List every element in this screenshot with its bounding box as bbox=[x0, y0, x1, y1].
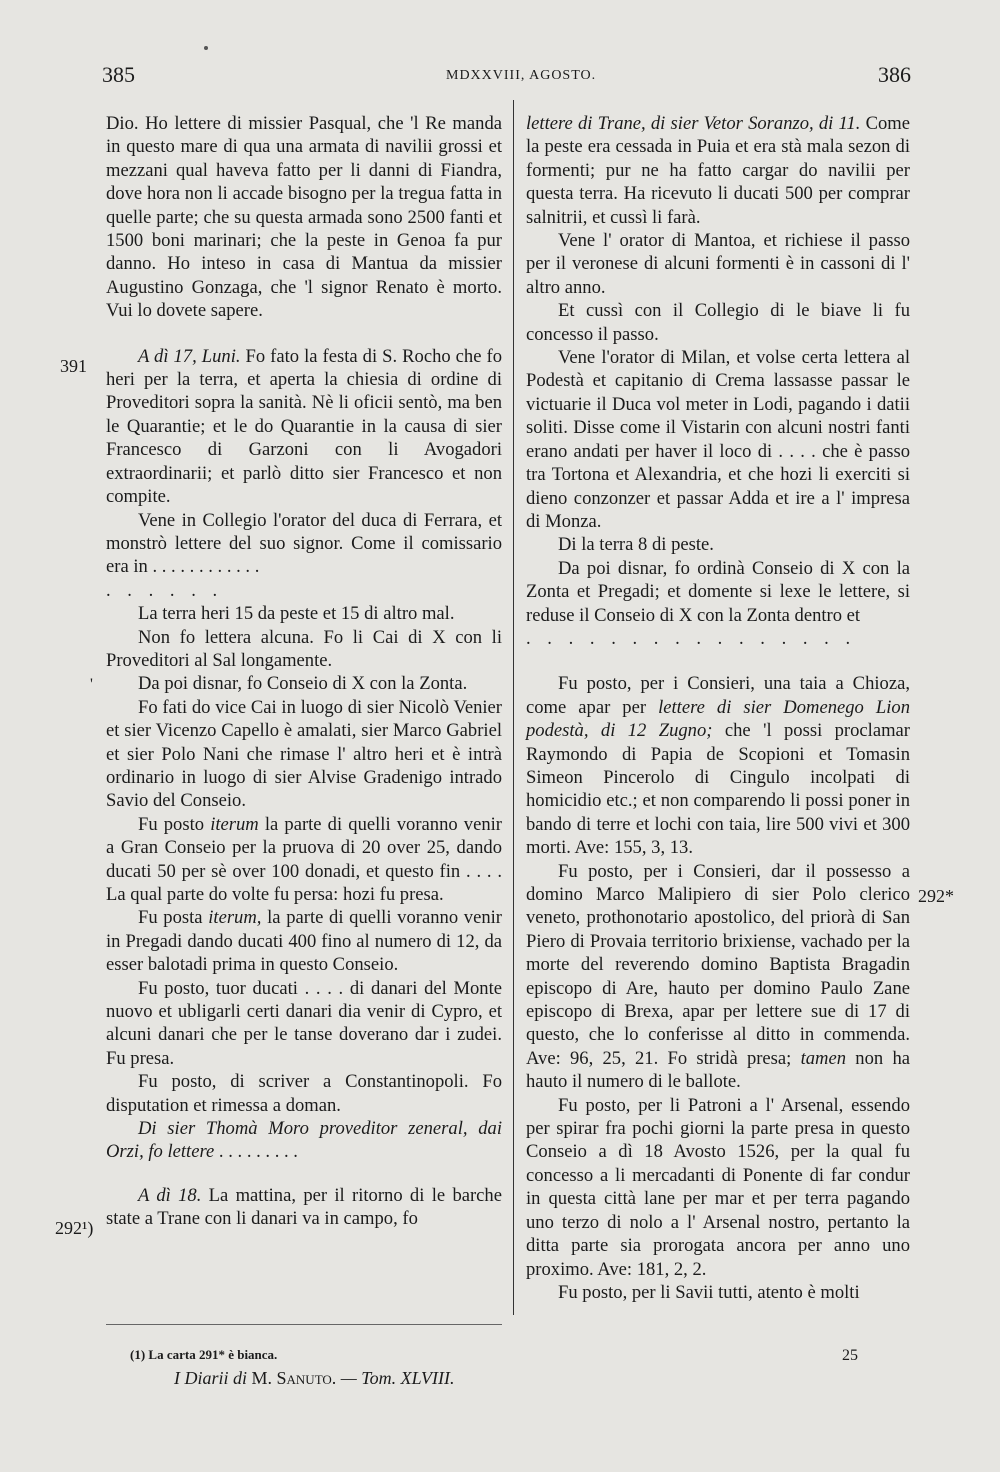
paragraph: Dio. Ho lettere di missier Pasqual, che 'l Re manda in questo mare di qua una armata di navilii grossi et mezzani qual haveva fatto per li danni di Fiandra, dove hora non li accade bisogno per la tregua fatta in quelle parte; che su questa armada sono 2500 fanti et 1500 boni marinari; che la peste in Genoa fa pur danno. Ho inteso in casa di Mantua da missier Augustino Gonzaga, che 'l signor Renato è morto. Vui lo dovete sapere. bbox=[106, 113, 502, 322]
column-divider bbox=[513, 100, 514, 1315]
paragraph-text: Fo fato la festa di S. Rocho che fo heri per la terra, et aperta la chiesia di ordine di Proveditori sopra la sanità. Nè li oficii sentò, ma ben le Quarantie; et le do Quarantie in la causa di sier Francesco di Garzoni con li Avogadori extraordinarii; et parlò ditto sier Francesco et non compite. bbox=[106, 345, 502, 508]
paragraph bbox=[526, 860, 910, 1094]
paragraph: Da poi disnar, fo Conseio di X con la Zonta. bbox=[138, 673, 468, 695]
footer-text: I Diarii di bbox=[174, 1368, 252, 1388]
paragraph: Fu posto, per li Patroni a l' Arsenal, essendo per spirar fra pochi giorni la parte presa in questo Conseio a dì 18 Avosto 1526, per la qual fu concesso a li mercadanti di Ponente di far condur in questa città lane per mar et per terra pagando uno terzo di nolo a l' Arsenal nostro, pertanto la ditta parte sia prorogata ancora per anno uno proximo. Ave: 181, 2, 2. bbox=[526, 1094, 910, 1280]
book-title-footer bbox=[174, 1368, 454, 1389]
running-head: MDXXVIII, AGOSTO. bbox=[446, 68, 597, 83]
paragraph bbox=[106, 1117, 502, 1164]
paragraph-text: la parte di quelli voranno venir a Gran Conseio per la pruova di 20 over 25, dando ducati 50 per sè over 100 donadi, et questo fin . . . . La qual parte do volte fu persa: hozi fu presa. bbox=[106, 813, 502, 905]
footnote: (1) La carta 291* è bianca. bbox=[130, 1347, 278, 1362]
margin-note-292-footnote: 292¹) bbox=[55, 1218, 94, 1238]
right-column bbox=[526, 112, 910, 1304]
ellipsis-line: . . . . . . . . . . . . . . . . bbox=[526, 627, 857, 649]
footer-text: — Tom. XLVIII. bbox=[336, 1368, 455, 1388]
paragraph: Fo fati do vice Cai in luogo di sier Nicolò Venier et sier Vicenzo Capello è amalati, sier Marco Gabriel et sier Polo Nani che rimase l' altro heri et è intrà ordinario in luogo di sier Alvise Gradenigo intrado Savio del Conseio. bbox=[106, 696, 502, 812]
paragraph bbox=[106, 906, 502, 976]
paragraph-text: Fu posto bbox=[138, 813, 211, 835]
left-page-number: 385 bbox=[102, 62, 135, 87]
paragraph: Di la terra 8 di peste. bbox=[558, 534, 714, 556]
paragraph: Da poi disnar, fo ordinà Conseio di X con la Zonta et Pregadi; et domente si lexe le lettere, si reduse il Conseio di X con la Zonta dentro et bbox=[526, 557, 910, 626]
print-speck bbox=[204, 46, 208, 50]
paragraph-text: non ha hauto il numero di le ballote. bbox=[526, 1047, 910, 1093]
paragraph: Vene l' orator di Mantoa, et richiese il passo per il veronese di alcuni formenti è in cassoni di l' altro anno. bbox=[526, 230, 910, 298]
paragraph: Vene in Collegio l'orator del duca di Ferrara, et monstrò lettere del suo signor. Come il comissario era in . . . . . . . . . . . . bbox=[106, 509, 502, 578]
italic-term: iterum bbox=[210, 813, 259, 835]
margin-tick: ' bbox=[90, 676, 93, 693]
letter-heading: lettere di Trane, di sier Vetor Soranzo, di 11. bbox=[526, 113, 861, 134]
italic-term: tamen bbox=[800, 1047, 847, 1069]
paragraph-text: Fu posto, per i Consieri, dar il possesso a domino Marco Malipiero di sier Polo clerico veneto, prothonotario apostolico, del priorà di San Piero di Provaia territorio brixiense, vachado per la morte del reverendo domino Baptista Bragadin episcopo di Are, hauto per domino Paulo Zane episcopo di Brexa, apar per lettere sue di 17 di questo, che lo conferisse al ditto in commenda. Ave: 96, 25, 21. Fo stridà presa; bbox=[526, 860, 910, 1069]
paragraph: Vene l'orator di Milan, et volse certa lettera al Podestà et capitanio di Crema lassasse passar le victuarie il Duca vol meter in Lodi, pagando i datii soliti. Disse come il Vistarin con alcuni nostri fanti erano andati per haver il loco di . . . . che è passo tra Tortona et Alexandria, et che hozi li exerciti si dieno conzonzer et passar Adda et ire a l' impresa di Monza. bbox=[526, 347, 910, 532]
paragraph: Et cussì con il Collegio di le biave li fu concesso il passo. bbox=[526, 300, 910, 345]
ellipsis-line: . . . . . . bbox=[106, 579, 224, 601]
paragraph: Non fo lettera alcuna. Fo li Cai di X con li Proveditori al Sal longamente. bbox=[106, 626, 502, 671]
paragraph-text: Fu posto, per i Consieri, una taia a Chioza, come apar per bbox=[526, 673, 910, 718]
paragraph bbox=[106, 813, 502, 907]
right-page-number: 386 bbox=[878, 62, 911, 87]
paragraph-text: Come la peste era cessada in Puia et era stà mala sezon di formenti; pur ne ha fatto cargar do navilii per questa terra. Ha ricevuto li ducati 500 per comprar salnitrii, et cussì li farà. bbox=[526, 113, 910, 228]
paragraph bbox=[106, 345, 502, 509]
paragraph: Fu posto, per li Savii tutti, atento è molti bbox=[558, 1281, 860, 1303]
paragraph-text: la parte di quelli voranno venir in Pregadi dando ducati 400 fino al numero di 12, da esser balotadi prima in questo Conseio. bbox=[106, 907, 502, 976]
paragraph-text: La mattina, per il ritorno di le barche state a Trane con li danari va in campo, fo bbox=[106, 1184, 502, 1230]
italic-term: iterum, bbox=[208, 907, 262, 929]
author-name: M. Sanuto. bbox=[251, 1368, 337, 1388]
paragraph-text: che 'l possi proclamar Raymondo di Papia de Scopioni et Tomasin Simeon Pincerolo di Cingulo incolpati di homicidio etc.; et non comparendo li possi poner in bando di terre et lochi con taia, lire 500 vivi et 300 morti. Ave: 155, 3, 13. bbox=[526, 720, 911, 859]
letter-heading: Di sier Thomà Moro proveditor zeneral, dai Orzi, fo lettere bbox=[106, 1118, 502, 1163]
date-heading: A dì 17, Luni. bbox=[138, 345, 241, 367]
paragraph: La terra heri 15 da peste et 15 di altro mal. bbox=[138, 603, 455, 625]
margin-note-292-star: 292* bbox=[918, 886, 954, 906]
letter-heading: lettere di sier Domenego Lion podestà, di 12 Zugno; bbox=[526, 696, 910, 742]
ellipsis: . . . . . . . . . bbox=[214, 1141, 298, 1163]
left-column bbox=[106, 112, 502, 1231]
paragraph bbox=[106, 1184, 502, 1231]
paragraph bbox=[526, 112, 910, 229]
margin-note-391: 391 bbox=[60, 356, 87, 376]
paragraph-text: Fu posta bbox=[138, 907, 209, 929]
paragraph: Fu posto, di scriver a Constantinopoli. Fo disputation et rimessa a doman. bbox=[106, 1071, 502, 1116]
signature-mark: 25 bbox=[842, 1347, 858, 1364]
paragraph: Fu posto, tuor ducati . . . . di danari del Monte nuovo et ubligarli certi danari dia venir di Cypro, et alcuni danari che per le tanse doverano dar i zudei. Fu presa. bbox=[106, 977, 502, 1069]
date-heading: A dì 18. bbox=[138, 1184, 202, 1206]
paragraph bbox=[526, 672, 910, 859]
footnote-rule bbox=[106, 1324, 502, 1325]
